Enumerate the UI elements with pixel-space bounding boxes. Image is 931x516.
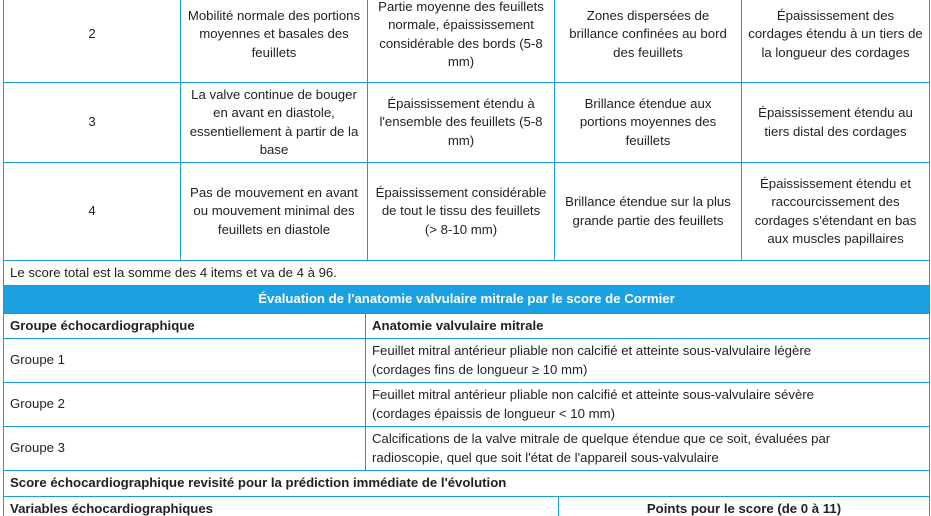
group-cell: Groupe 1 [4, 339, 366, 383]
revised-score-table [3, 470, 930, 516]
total-score-note: Le score total est la somme des 4 items et va de 4 à 96. [4, 261, 930, 286]
column-header-anatomy: Anatomie valvulaire mitrale [366, 314, 930, 339]
group-cell: Groupe 2 [4, 383, 366, 427]
thickening-cell: Partie moyenne des feuillets normale, épaississement considérable des bords (5-8 mm) [368, 0, 555, 83]
anatomy-line: radioscopie, quel que soit l'état de l'appareil sous-valvulaire [372, 449, 719, 465]
anatomy-line: (cordages épaissis de longueur < 10 mm) [372, 405, 615, 421]
anatomy-cell [366, 339, 930, 383]
column-header-group: Groupe échocardiographique [4, 314, 366, 339]
anatomy-line: (cordages fins de longueur ≥ 10 mm) [372, 361, 588, 377]
mobility-cell: Pas de mouvement en avant ou mouvement minimal des feuillets en diastole [181, 163, 368, 261]
anatomy-cell [366, 383, 930, 427]
cormier-title: Évaluation de l'anatomie valvulaire mitrale par le score de Cormier [4, 286, 930, 314]
group-cell: Groupe 3 [4, 427, 366, 471]
subvalvular-cell: Épaississement étendu et raccourcissement des cordages s'étendant en bas aux muscles papillaires [742, 163, 930, 261]
anatomy-cell [366, 427, 930, 471]
subvalvular-cell: Épaississement étendu au tiers distal des cordages [742, 83, 930, 163]
calcification-cell: Zones dispersées de brillance confinées au bord des feuillets [555, 0, 742, 83]
column-header-points: Points pour le score (de 0 à 11) [559, 497, 930, 516]
table-row [4, 0, 930, 83]
anatomy-line: Feuillet mitral antérieur pliable non calcifié et atteinte sous-valvulaire sévère [372, 387, 815, 402]
grade-cell: 3 [4, 83, 181, 163]
anatomy-line: Feuillet mitral antérieur pliable non calcifié et atteinte sous-valvulaire légère [372, 343, 812, 358]
cormier-table-body [4, 286, 930, 471]
grade-cell: 4 [4, 163, 181, 261]
calcification-cell: Brillance étendue aux portions moyennes des feuillets [555, 83, 742, 163]
table-row [4, 383, 930, 427]
revised-header-row [4, 497, 930, 516]
wilkins-score-table [3, 0, 930, 286]
revised-table-body [4, 471, 930, 516]
table-row [4, 427, 930, 471]
subvalvular-cell: Épaississement des cordages étendu à un tiers de la longueur des cordages [742, 0, 930, 83]
cormier-title-row [4, 286, 930, 314]
score-table-body [4, 0, 930, 286]
cormier-header-row [4, 314, 930, 339]
thickening-cell: Épaississement considérable de tout le tissu des feuillets (> 8-10 mm) [368, 163, 555, 261]
revised-title: Score échocardiographique revisité pour la prédiction immédiate de l'évolution [4, 471, 930, 497]
revised-title-row [4, 471, 930, 497]
calcification-cell: Brillance étendue sur la plus grande partie des feuillets [555, 163, 742, 261]
table-row [4, 163, 930, 261]
thickening-cell: Épaississement étendu à l'ensemble des feuillets (5-8 mm) [368, 83, 555, 163]
grade-cell: 2 [4, 0, 181, 83]
column-header-variables: Variables échocardiographiques [4, 497, 559, 516]
mobility-cell: La valve continue de bouger en avant en diastole, essentiellement à partir de la base [181, 83, 368, 163]
mobility-cell: Mobilité normale des portions moyennes et basales des feuillets [181, 0, 368, 83]
cormier-table [3, 285, 930, 471]
table-row [4, 261, 930, 286]
anatomy-line: Calcifications de la valve mitrale de quelque étendue que ce soit, évaluées par [372, 431, 831, 446]
table-row [4, 339, 930, 383]
table-row [4, 83, 930, 163]
